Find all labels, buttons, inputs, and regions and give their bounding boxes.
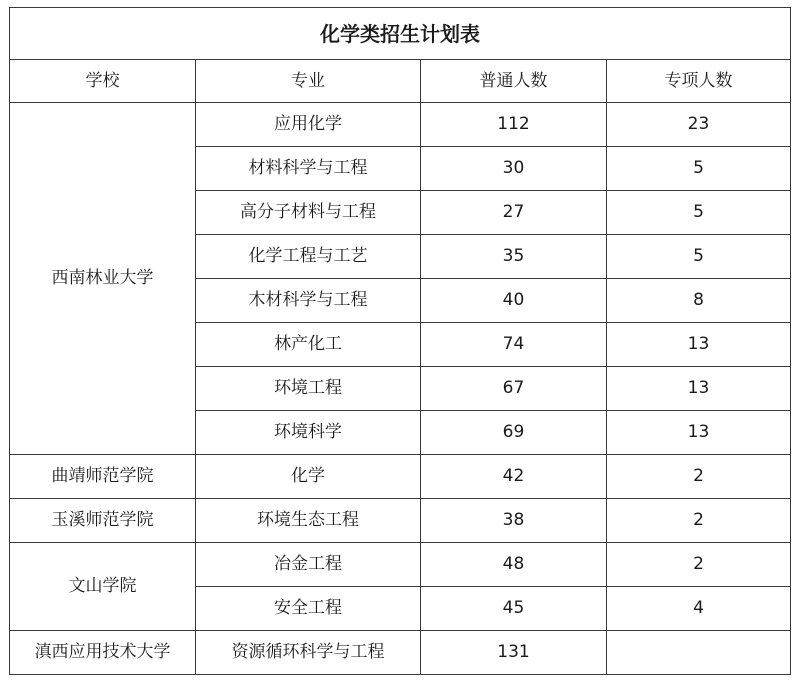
header-major: 专业 xyxy=(196,60,421,103)
normal-count-cell: 35 xyxy=(421,235,607,279)
special-count-cell: 23 xyxy=(607,103,791,147)
major-cell: 化学 xyxy=(196,455,421,499)
enrollment-plan-sheet xyxy=(9,7,790,690)
school-name-cell: 曲靖师范学院 xyxy=(10,455,196,499)
major-cell: 化学工程与工艺 xyxy=(196,235,421,279)
normal-count-cell: 131 xyxy=(421,631,607,675)
table-title: 化学类招生计划表 xyxy=(10,8,791,60)
table-row xyxy=(10,543,791,587)
normal-count-cell: 27 xyxy=(421,191,607,235)
table-row xyxy=(10,499,791,543)
normal-count-cell: 74 xyxy=(421,323,607,367)
normal-count-cell: 112 xyxy=(421,103,607,147)
normal-count-cell: 67 xyxy=(421,367,607,411)
normal-count-cell: 48 xyxy=(421,543,607,587)
major-cell: 冶金工程 xyxy=(196,543,421,587)
major-cell: 高分子材料与工程 xyxy=(196,191,421,235)
major-cell: 林产化工 xyxy=(196,323,421,367)
special-count-cell: 2 xyxy=(607,543,791,587)
table-row xyxy=(10,631,791,675)
major-cell: 环境工程 xyxy=(196,367,421,411)
special-count-cell: 5 xyxy=(607,147,791,191)
special-count-cell: 2 xyxy=(607,499,791,543)
title-row xyxy=(10,8,791,60)
special-count-cell: 13 xyxy=(607,323,791,367)
normal-count-cell: 42 xyxy=(421,455,607,499)
school-name-cell: 文山学院 xyxy=(10,543,196,631)
header-normal-count: 普通人数 xyxy=(421,60,607,103)
enrollment-plan-table xyxy=(9,7,791,675)
major-cell: 木材科学与工程 xyxy=(196,279,421,323)
major-cell: 应用化学 xyxy=(196,103,421,147)
school-name-cell: 滇西应用技术大学 xyxy=(10,631,196,675)
table-body xyxy=(10,8,791,675)
header-special-count: 专项人数 xyxy=(607,60,791,103)
normal-count-cell: 40 xyxy=(421,279,607,323)
normal-count-cell: 30 xyxy=(421,147,607,191)
school-name-cell: 西南林业大学 xyxy=(10,103,196,455)
special-count-cell: 2 xyxy=(607,455,791,499)
header-school: 学校 xyxy=(10,60,196,103)
special-count-cell: 5 xyxy=(607,235,791,279)
school-name-cell: 玉溪师范学院 xyxy=(10,499,196,543)
major-cell: 资源循环科学与工程 xyxy=(196,631,421,675)
major-cell: 安全工程 xyxy=(196,587,421,631)
major-cell: 环境科学 xyxy=(196,411,421,455)
major-cell: 环境生态工程 xyxy=(196,499,421,543)
normal-count-cell: 69 xyxy=(421,411,607,455)
normal-count-cell: 45 xyxy=(421,587,607,631)
normal-count-cell: 38 xyxy=(421,499,607,543)
special-count-cell xyxy=(607,631,791,675)
special-count-cell: 13 xyxy=(607,411,791,455)
major-cell: 材料科学与工程 xyxy=(196,147,421,191)
special-count-cell: 13 xyxy=(607,367,791,411)
table-row xyxy=(10,103,791,147)
special-count-cell: 8 xyxy=(607,279,791,323)
special-count-cell: 5 xyxy=(607,191,791,235)
table-row xyxy=(10,455,791,499)
special-count-cell: 4 xyxy=(607,587,791,631)
header-row xyxy=(10,60,791,103)
